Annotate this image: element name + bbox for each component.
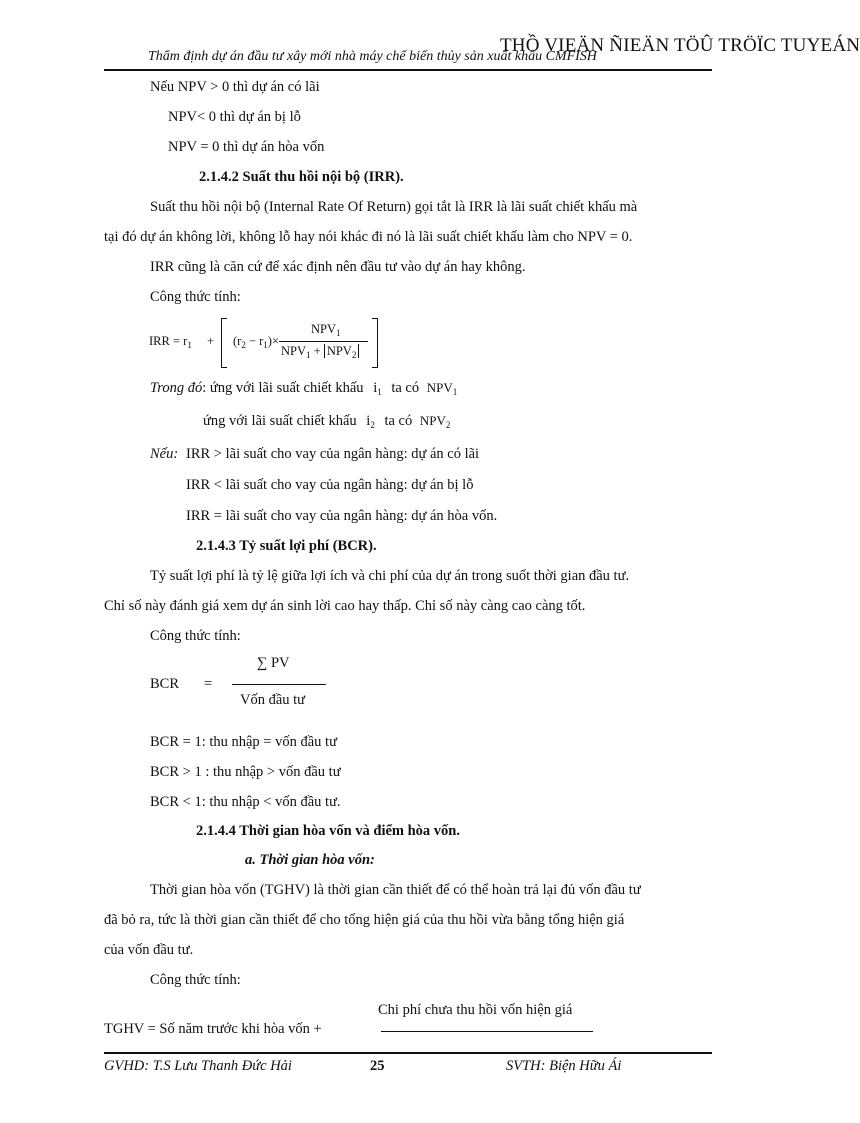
irr-num-sub: 1 [336,328,341,338]
irr-close-times: )× [267,334,280,348]
irr-paragraph-line-2: tại đó dự án không lời, không lỗ hay nói khác đi nó là lãi suất chiết khấu làm cho NPV = 0. [104,229,633,245]
irr-r1b-sub: 1 [263,340,268,350]
header-watermark: THỒ VIEÄN ÑIEÄN TÖÛ TRÖÏC TUYEÁN [500,35,860,56]
npv-rule-3: NPV = 0 thì dự án hòa vốn [168,139,325,155]
header-title: Thẩm định dự án đầu tư xây mới nhà máy chế biến thủy sản xuất khẩu CMFISH [148,49,597,64]
where-line-1-text: : ứng với lãi suất chiết khấu [202,380,364,396]
irr-formula-label: Công thức tính: [150,289,241,305]
bcr-paragraph-line-2: Chỉ số này đánh giá xem dự án sinh lời cao hay thấp. Chỉ số này càng cao càng tốt. [104,598,586,614]
breakeven-paragraph-line-1: Thời gian hòa vốn (TGHV) là thời gian cần thiết để có thể hoàn trả lại đủ vốn đầu tư [150,882,641,898]
header-rule [104,69,712,71]
breakeven-subheading: a. Thời gian hòa vốn: [245,852,375,868]
npv-rule-2: NPV< 0 thì dự án bị lỗ [168,109,301,125]
bcr-heading: 2.1.4.3 Tỷ suất lợi phí (BCR). [196,538,377,554]
footer-rule [104,1052,712,1054]
irr-left-bracket [221,318,227,368]
where-ta-co-2: ta có [384,413,413,429]
irr-rule-3: IRR = lãi suất cho vay của ngân hàng: dự án hòa vốn. [186,508,498,524]
bcr-fraction-line [232,684,326,685]
if-label: Nếu: [150,446,179,462]
irr-lhs: IRR = r [149,334,188,348]
bcr-paragraph-line-1: Tỷ suất lợi phí là tỷ lệ giữa lợi ích và chi phí của dự án trong suốt thời gian đầu tư. [150,568,630,584]
irr-den-plus: + [313,344,321,358]
irr-plus: + [207,334,215,348]
irr-paragraph-line-1: Suất thu hồi nội bộ (Internal Rate Of Return) gọi tắt là IRR là lãi suất chiết khấu mà [150,199,638,215]
irr-r2-sub: 2 [241,340,246,350]
where-npv1: $NPV_1$ [426,380,458,397]
irr-paragraph-2: IRR cũng là căn cứ để xác định nên đầu tư vào dự án hay không. [150,259,526,275]
footer-advisor: GVHD: T.S Lưu Thanh Đức Hải [104,1058,292,1074]
irr-heading: 2.1.4.2 Suất thu hồi nội bộ (IRR). [199,169,404,185]
where-line-2-text: ứng với lãi suất chiết khấu [203,413,357,429]
bcr-lhs: BCR [150,676,180,692]
tghv-numerator: Chi phí chưa thu hồi vốn hiện giá [378,1002,573,1018]
footer-student: SVTH: Biện Hữu Ái [506,1058,622,1074]
npv-rule-1: Nếu NPV > 0 thì dự án có lãi [150,79,320,95]
bcr-rule-3: BCR < 1: thu nhập < vốn đầu tư. [150,794,341,810]
irr-den-b-sub: 2 [351,350,357,360]
bcr-rule-1: BCR = 1: thu nhập = vốn đầu tư [150,734,337,750]
where-label: Trong đó [150,380,203,396]
irr-minus-r: − r [248,334,264,348]
irr-numerator: NPV [311,322,337,336]
breakeven-paragraph-line-2: đã bỏ ra, tức là thời gian cần thiết để cho tổng hiện giá của thu hồi vừa bằng tổng hiện giá [104,912,625,928]
irr-abs-npv2 [324,344,360,358]
where-npv2: $NPV_2$ [419,413,451,430]
breakeven-heading: 2.1.4.4 Thời gian hòa vốn và điểm hòa vốn. [196,823,460,839]
irr-rule-2: IRR < lãi suất cho vay của ngân hàng: dự án bị lỗ [186,477,474,493]
breakeven-formula-label: Công thức tính: [150,972,241,988]
irr-rule-1: IRR > lãi suất cho vay của ngân hàng: dự án có lãi [186,446,480,462]
bcr-eq: = [204,676,213,692]
bcr-rule-2: BCR > 1 : thu nhập > vốn đầu tư [150,764,341,780]
footer-page-number: 25 [370,1058,385,1074]
irr-den-a: NPV [281,344,307,358]
bcr-denominator: Vốn đầu tư [240,692,306,708]
irr-right-bracket [372,318,378,368]
where-i1: $i_1$ [373,380,382,397]
irr-den-b: NPV [326,344,352,358]
where-i2: $i_2$ [366,413,375,430]
tghv-fraction-line [381,1031,593,1032]
bcr-numerator: ∑ PV [257,655,290,671]
irr-fraction-line [279,341,368,342]
bcr-formula-label: Công thức tính: [150,628,241,644]
tghv-lhs: TGHV = Số năm trước khi hòa vốn + [104,1021,322,1037]
irr-den-a-sub: 1 [306,350,311,360]
irr-r1-sub: 1 [187,340,192,350]
irr-open-paren: (r [233,334,242,348]
where-ta-co-1: ta có [391,380,420,396]
breakeven-paragraph-line-3: của vốn đầu tư. [104,942,194,958]
